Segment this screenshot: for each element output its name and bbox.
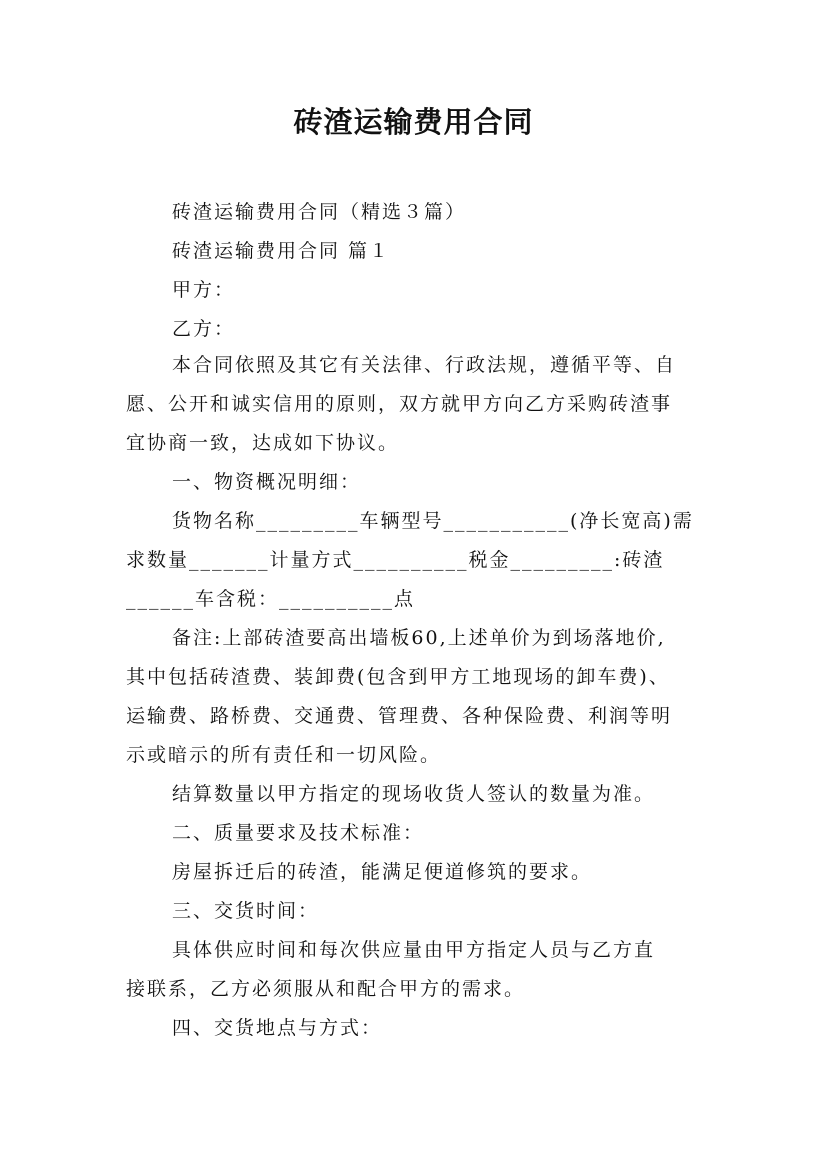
section-heading: 砖渣运输费用合同 篇１ [172, 240, 391, 262]
clause-heading: 四、交货地点与方式： [172, 1017, 383, 1039]
paragraph-line: 备注:上部砖渣要高出墙板60,上述单价为到场落地价, [172, 627, 666, 649]
party-a-label: 甲方： [172, 279, 236, 301]
paragraph-line: 房屋拆迁后的砖渣，能满足便道修筑的要求。 [172, 861, 593, 883]
party-b-label: 乙方： [172, 318, 236, 340]
clause-heading: 三、交货时间： [172, 900, 320, 922]
paragraph-line: 运输费、路桥费、交通费、管理费、各种保险费、利润等明 [126, 705, 673, 727]
paragraph-line: 示或暗示的所有责任和一切风险。 [126, 744, 442, 766]
paragraph-line: 其中包括砖渣费、装卸费(包含到甲方工地现场的卸车费)、 [126, 666, 670, 688]
paragraph-line: 结算数量以甲方指定的现场收货人签认的数量为准。 [172, 783, 656, 805]
paragraph-line: 宜协商一致，达成如下协议。 [126, 432, 400, 454]
paragraph-line: 本合同依照及其它有关法律、行政法规，遵循平等、自 [172, 354, 677, 376]
paragraph-line: 具体供应时间和每次供应量由甲方指定人员与乙方直 [172, 939, 656, 961]
subtitle-line: 砖渣运输费用合同（精选３篇） [172, 201, 467, 223]
paragraph-line: 愿、公开和诚实信用的原则，双方就甲方向乙方采购砖渣事 [126, 393, 673, 415]
paragraph-line: ______车含税：__________点 [126, 588, 416, 610]
paragraph-line: 货物名称_________车辆型号___________(净长宽高)需 [172, 510, 694, 532]
clause-heading: 二、质量要求及技术标准： [172, 822, 425, 844]
paragraph-line: 求数量_______计量方式__________税金_________:砖渣 [126, 549, 665, 571]
clause-heading: 一、物资概况明细： [172, 471, 362, 493]
document-title: 砖渣运输费用合同 [293, 105, 534, 139]
paragraph-line: 接联系，乙方必须服从和配合甲方的需求。 [126, 978, 526, 1000]
